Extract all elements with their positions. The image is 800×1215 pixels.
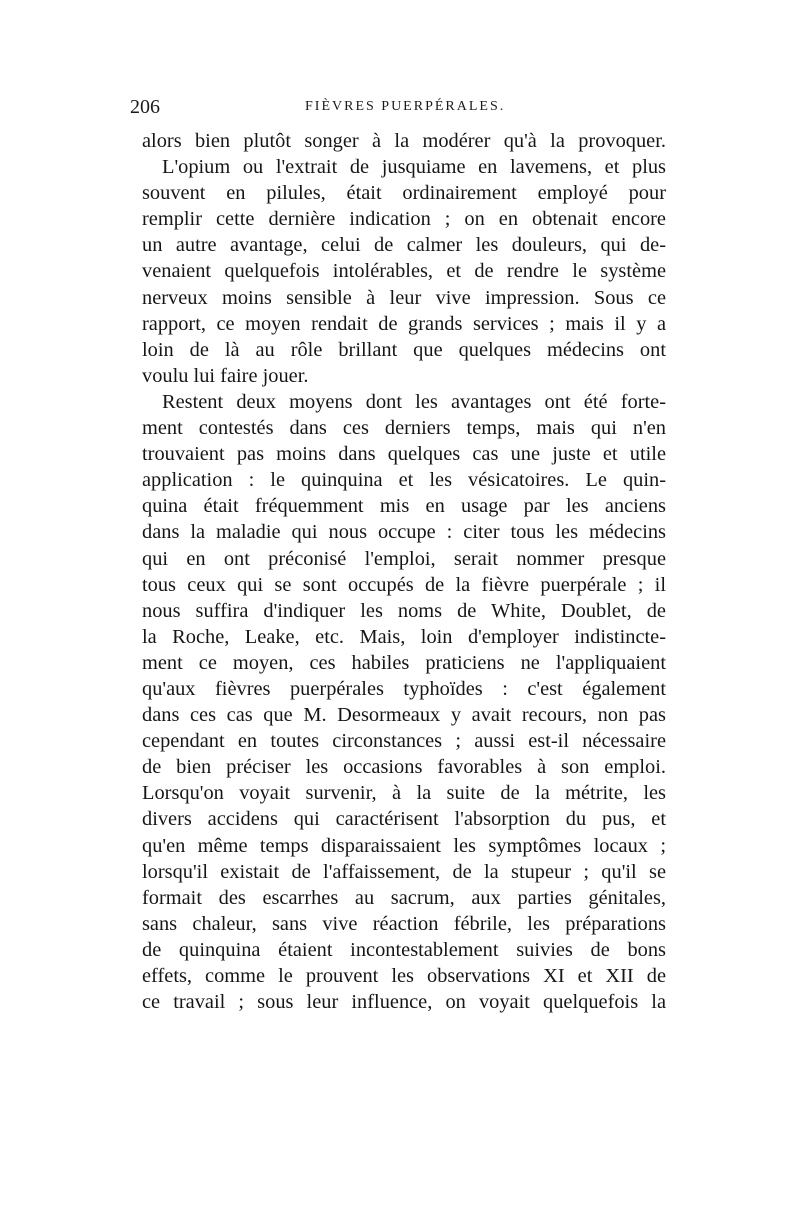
text-line: lorsqu'il existait de l'affaissement, de la stupeur ; qu'il se <box>142 860 666 883</box>
text-line: voulu lui faire jouer. <box>142 364 309 387</box>
text-line: qu'aux fièvres puerpérales typhoïdes : c'est également <box>142 677 666 700</box>
text-line: souvent en pilules, était ordinairement employé pour <box>142 182 666 205</box>
text-line: ment ce moyen, ces habiles praticiens ne l'appliquaient <box>142 651 666 674</box>
text-line: effets, comme le prouvent les observations XI et XII de <box>142 965 666 987</box>
text-line: rapport, ce moyen rendait de grands services ; mais il y a <box>142 312 666 335</box>
text-line: la Roche, Leake, etc. Mais, loin d'employer indistincte- <box>142 625 666 648</box>
text-line: cependant en toutes circonstances ; aussi est-il nécessaire <box>142 730 666 753</box>
text-line: trouvaient pas moins dans quelques cas une juste et utile <box>142 443 666 466</box>
page-header <box>130 96 670 120</box>
text-line: ment contestés dans ces derniers temps, mais qui n'en <box>142 417 666 440</box>
text-line: nerveux moins sensible à leur vive impression. Sous ce <box>142 286 666 309</box>
text-line: ce travail ; sous leur influence, on voyait quelquefois la <box>142 991 666 1014</box>
text-line: qu'en même temps disparaissaient les symptômes locaux ; <box>142 834 666 857</box>
text-line: tous ceux qui se sont occupés de la fièvre puerpérale ; il <box>142 573 666 596</box>
text-line: nous suffira d'indiquer les noms de White, Doublet, de <box>142 599 666 622</box>
running-title: FIÈVRES PUERPÉRALES. <box>305 99 506 114</box>
text-line: venaient quelquefois intolérables, et de rendre le système <box>142 260 666 283</box>
text-line: sans chaleur, sans vive réaction fébrile, les préparations <box>142 912 666 935</box>
text-line: Lorsqu'on voyait survenir, à la suite de la métrite, les <box>142 782 666 805</box>
text-line: alors bien plutôt songer à la modérer qu'à la provoquer. <box>142 130 666 152</box>
text-line: dans la maladie qui nous occupe : citer tous les médecins <box>142 521 666 544</box>
body-text <box>142 128 666 1015</box>
text-line: de bien préciser les occasions favorables à son emploi. <box>142 756 666 779</box>
page-number: 206 <box>130 96 160 118</box>
text-line: un autre avantage, celui de calmer les douleurs, qui de- <box>142 234 666 257</box>
text-line: remplir cette dernière indication ; on en obtenait encore <box>142 208 666 231</box>
text-line: Restent deux moyens dont les avantages ont été forte- <box>162 390 666 413</box>
text-line: dans ces cas que M. Desormeaux y avait recours, non pas <box>142 704 666 727</box>
text-line: loin de là au rôle brillant que quelques médecins ont <box>142 338 666 361</box>
text-line: application : le quinquina et les vésicatoires. Le quin- <box>142 469 666 492</box>
text-line: qui en ont préconisé l'emploi, serait nommer presque <box>142 547 666 570</box>
text-line: divers accidens qui caractérisent l'absorption du pus, et <box>142 808 666 831</box>
text-line: L'opium ou l'extrait de jusquiame en lavemens, et plus <box>162 156 666 179</box>
text-line: formait des escarrhes au sacrum, aux parties génitales, <box>142 886 666 909</box>
text-line: de quinquina étaient incontestablement suivies de bons <box>142 938 666 961</box>
text-line: quina était fréquemment mis en usage par les anciens <box>142 495 666 518</box>
